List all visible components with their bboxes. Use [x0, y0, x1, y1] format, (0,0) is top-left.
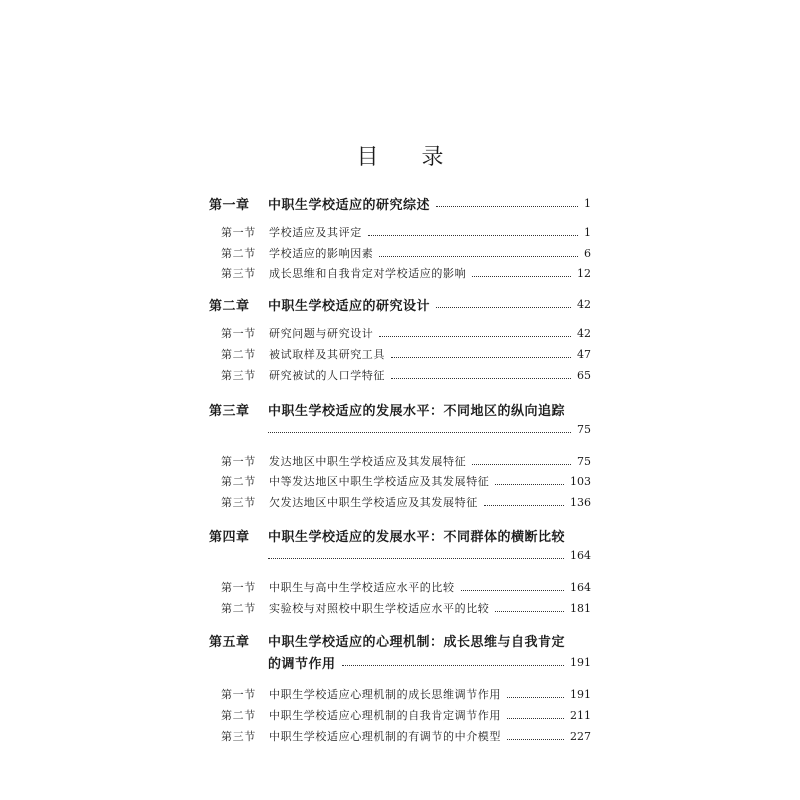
toc-chapter-5-continuation[interactable] [268, 652, 591, 672]
section-title: 学校适应及其评定 [269, 226, 362, 239]
chapter-number: 第二章 [209, 298, 250, 314]
page-number: 103 [570, 474, 591, 488]
toc-section-4-1[interactable] [221, 577, 591, 597]
section-title: 成长思维和自我肯定对学校适应的影响 [269, 267, 467, 280]
page-number: 136 [570, 495, 591, 509]
toc-section-3-2[interactable] [221, 471, 591, 491]
chapter-number: 第三章 [209, 403, 250, 419]
chapter-title: 中职生学校适应的研究设计 [268, 298, 431, 314]
chapter-title: 中职生学校适应的心理机制：成长思维与自我肯定 [268, 634, 566, 650]
toc-section-1-2[interactable] [221, 243, 591, 263]
chapter-title: 中职生学校适应的发展水平：不同群体的横断比较 [268, 529, 566, 545]
section-number: 第一节 [221, 226, 256, 239]
chapter-number: 第五章 [209, 634, 250, 650]
page-number: 12 [577, 266, 591, 280]
toc-section-2-1[interactable] [221, 323, 591, 343]
section-title: 研究被试的人口学特征 [269, 369, 385, 382]
dot-leader [495, 484, 564, 485]
page-number: 164 [570, 548, 591, 562]
chapter-title: 中职生学校适应的发展水平：不同地区的纵向追踪 [268, 403, 566, 419]
section-title: 发达地区中职生学校适应及其发展特征 [269, 455, 467, 468]
section-title: 中等发达地区中职生学校适应及其发展特征 [269, 475, 490, 488]
section-number: 第一节 [221, 327, 256, 340]
page-number: 191 [570, 655, 591, 669]
section-title: 欠发达地区中职生学校适应及其发展特征 [269, 496, 478, 509]
dot-leader [268, 432, 571, 433]
dot-leader [368, 235, 578, 236]
dot-leader [391, 378, 571, 379]
chapter-number: 第四章 [209, 529, 250, 545]
toc-chapter-3-continuation[interactable] [268, 419, 591, 439]
page-number: 227 [570, 729, 591, 743]
toc-section-5-1[interactable] [221, 684, 591, 704]
dot-leader [507, 739, 564, 740]
dot-leader [484, 505, 564, 506]
toc-chapter-4-continuation[interactable] [268, 545, 591, 565]
section-title: 中职生学校适应心理机制的自我肯定调节作用 [269, 709, 501, 722]
page-number: 191 [570, 687, 591, 701]
section-title: 研究问题与研究设计 [269, 327, 374, 340]
dot-leader [507, 718, 564, 719]
page-number: 42 [577, 326, 591, 340]
dot-leader [472, 276, 571, 277]
dot-leader [379, 336, 571, 337]
toc-chapter-1[interactable] [209, 193, 591, 213]
chapter-title-line2: 的调节作用 [268, 656, 336, 672]
section-number: 第二节 [221, 709, 256, 722]
page-number: 65 [577, 368, 591, 382]
toc-section-1-1[interactable] [221, 222, 591, 242]
section-title: 实验校与对照校中职生学校适应水平的比较 [269, 602, 490, 615]
dot-leader [507, 697, 564, 698]
toc-section-5-2[interactable] [221, 705, 591, 725]
section-number: 第三节 [221, 369, 256, 382]
toc-chapter-2[interactable] [209, 294, 591, 314]
dot-leader [379, 256, 578, 257]
page-number: 47 [577, 347, 591, 361]
chapter-title: 中职生学校适应的研究综述 [268, 197, 431, 213]
section-number: 第三节 [221, 730, 256, 743]
page-title: 目 录 [356, 145, 462, 170]
toc-section-3-3[interactable] [221, 492, 591, 512]
page-number: 1 [584, 225, 591, 239]
toc-section-4-2[interactable] [221, 598, 591, 618]
section-number: 第二节 [221, 602, 256, 615]
toc-chapter-4[interactable] [209, 525, 591, 545]
section-number: 第一节 [221, 581, 256, 594]
section-number: 第三节 [221, 267, 256, 280]
section-title: 中职生学校适应心理机制的有调节的中介模型 [269, 730, 501, 743]
section-title: 中职生学校适应心理机制的成长思维调节作用 [269, 688, 501, 701]
section-number: 第二节 [221, 348, 256, 361]
dot-leader [461, 590, 564, 591]
dot-leader [495, 611, 564, 612]
section-number: 第三节 [221, 496, 256, 509]
page-number: 211 [570, 708, 591, 722]
toc-section-5-3[interactable] [221, 726, 591, 746]
dot-leader [436, 307, 571, 308]
page-number: 181 [570, 601, 591, 615]
page-number: 42 [577, 297, 591, 311]
dot-leader [268, 558, 564, 559]
toc-section-2-2[interactable] [221, 344, 591, 364]
chapter-number: 第一章 [209, 197, 250, 213]
dot-leader [391, 357, 571, 358]
dot-leader [342, 665, 564, 666]
section-title: 中职生与高中生学校适应水平的比较 [269, 581, 455, 594]
section-title: 被试取样及其研究工具 [269, 348, 385, 361]
section-title: 学校适应的影响因素 [269, 247, 374, 260]
section-number: 第二节 [221, 247, 256, 260]
dot-leader [436, 206, 578, 207]
page-number: 164 [570, 580, 591, 594]
toc-section-2-3[interactable] [221, 365, 591, 385]
dot-leader [472, 464, 571, 465]
toc-chapter-5[interactable] [209, 630, 591, 650]
page-number: 75 [577, 454, 591, 468]
toc-chapter-3[interactable] [209, 399, 591, 419]
section-number: 第一节 [221, 688, 256, 701]
section-number: 第一节 [221, 455, 256, 468]
section-number: 第二节 [221, 475, 256, 488]
page-number: 75 [577, 422, 591, 436]
page-number: 1 [584, 196, 591, 210]
page-number: 6 [584, 246, 591, 260]
toc-section-1-3[interactable] [221, 263, 591, 283]
toc-section-3-1[interactable] [221, 451, 591, 471]
